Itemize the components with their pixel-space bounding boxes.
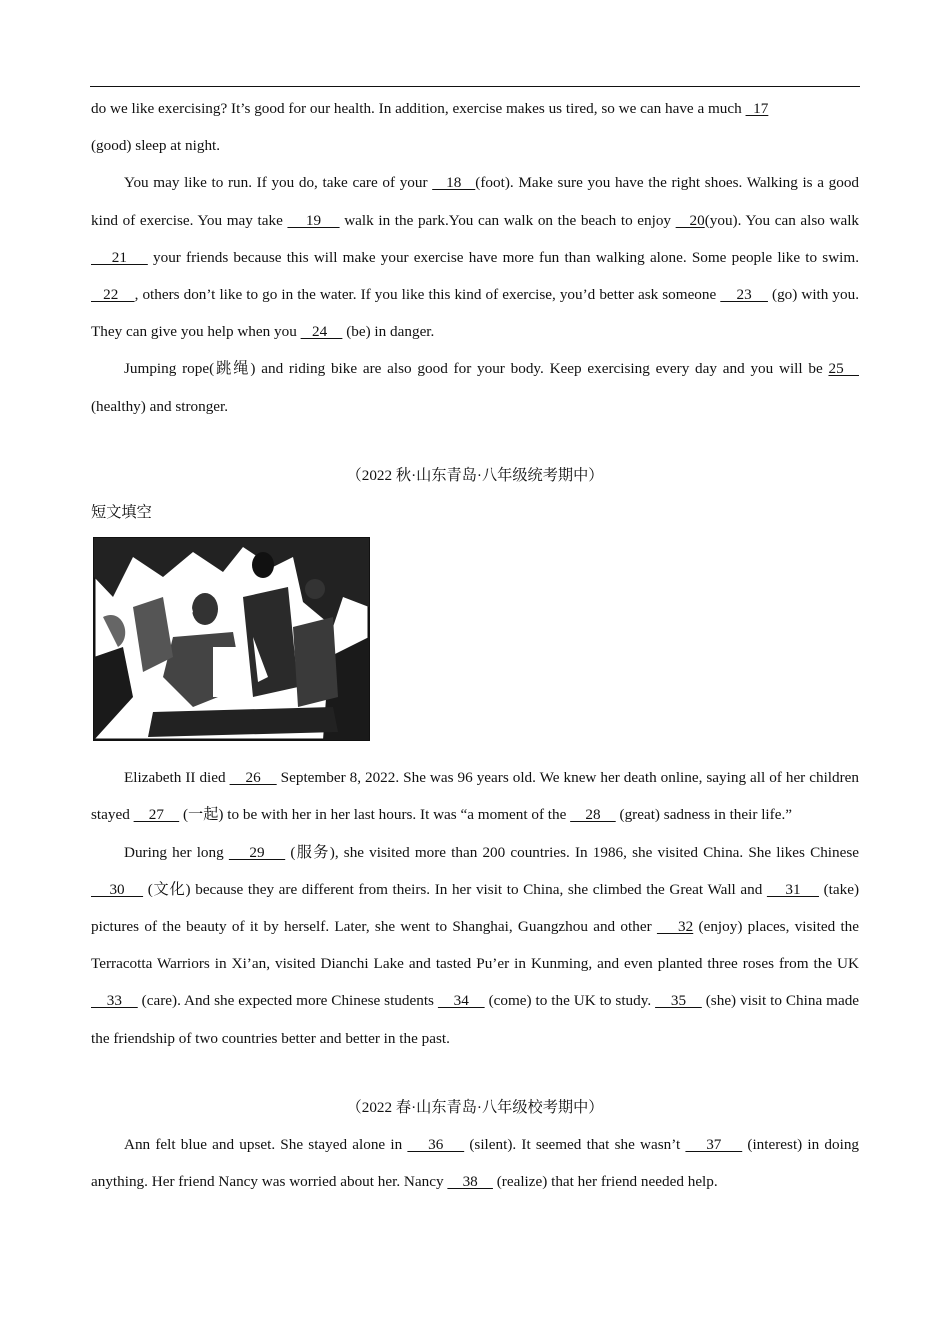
blank-17[interactable]: 17 <box>745 100 769 117</box>
blank-29[interactable]: 29 <box>228 843 286 861</box>
text: (come) to the UK to study. <box>484 992 656 1010</box>
blank-34[interactable]: 34 <box>437 992 485 1010</box>
blank-33[interactable]: 33 <box>91 992 138 1010</box>
text: your friends because this will make your exercise have more fun than walking alone. Some people like to swim. <box>147 248 860 266</box>
blank-30[interactable]: 30 <box>91 880 144 898</box>
text: (foot). Make sure you have the right shoes. Walking is a good kind of exercise. You may take <box>91 174 860 229</box>
blank-23[interactable]: 23 <box>720 286 768 304</box>
text: (healthy) and stronger. <box>91 397 229 415</box>
text: (great) sadness in their life.” <box>615 806 792 824</box>
blank-19[interactable]: 19 <box>287 211 340 229</box>
text: You may like to run. If you do, take care of your <box>124 174 433 192</box>
text: (care). And she expected more Chinese students <box>137 992 438 1010</box>
blank-32[interactable]: 32 <box>656 918 694 936</box>
text: (take) pictures of the beauty of it by herself. Later, she went to Shanghai, Guangzhou and other <box>91 880 860 936</box>
blank-24[interactable]: 24 <box>300 323 343 341</box>
blank-37[interactable]: 37 <box>685 1136 743 1154</box>
passage1-paragraph-2 <box>91 164 859 350</box>
text: (interest) in doing anything. Her friend Nancy was worried about her. Nancy <box>91 1136 860 1191</box>
passage1-paragraph-1 <box>91 90 859 164</box>
passage1-paragraph-3 <box>91 350 859 424</box>
text: do we like exercising? It’s good for our health. In addition, exercise makes us tired, so we can have a much <box>91 100 746 117</box>
text: During her long <box>124 843 229 861</box>
blank-35[interactable]: 35 <box>655 992 702 1010</box>
section2-paragraph-1 <box>91 759 859 833</box>
blank-26[interactable]: 26 <box>229 769 277 787</box>
section3-source: （2022 春·山东青岛·八年级校考期中） <box>346 1098 604 1116</box>
section2-paragraph-2 <box>91 834 859 1057</box>
blank-18[interactable]: 18 <box>432 174 476 192</box>
blank-38[interactable]: 38 <box>447 1173 493 1191</box>
text: (一起) to be with her in her last hours. It was “a moment of the <box>179 806 571 824</box>
section3-paragraph-1 <box>91 1126 859 1200</box>
text: Elizabeth II died <box>124 769 230 787</box>
blank-27[interactable]: 27 <box>133 806 180 824</box>
section2-source: （2022 秋·山东青岛·八年级统考期中） <box>346 466 604 484</box>
blank-36[interactable]: 36 <box>407 1136 465 1154</box>
text: (服务), she visited more than 200 countries. In 1986, she visited China. She likes Chinese <box>285 843 860 861</box>
blank-20[interactable]: 20 <box>675 211 705 229</box>
text: (she) visit to China made the friendship of two countries better and better in the past. <box>91 992 860 1047</box>
text: Jumping rope(跳绳) and riding bike are also good for your body. Keep exercising every day and you will be <box>124 360 829 378</box>
text: (enjoy) places, visited the Terracotta Warriors in Xi’an, visited Dianchi Lake and tasted Pu’er in Kunming, and even planted three roses from the UK <box>91 918 860 973</box>
text: (silent). It seemed that she wasn’t <box>464 1136 686 1154</box>
blank-31[interactable]: 31 <box>766 880 819 898</box>
text: Ann felt blue and upset. She stayed alone in <box>124 1136 408 1154</box>
text: (good) sleep at night. <box>91 137 221 155</box>
text: September 8, 2022. She was 96 years old. We knew her death online, saying all of her children stayed <box>91 769 859 824</box>
text: (be) in danger. <box>342 323 435 341</box>
header-rule <box>90 86 860 87</box>
text: walk in the park.You can walk on the beach to enjoy <box>339 211 676 229</box>
blank-25[interactable]: 25 <box>828 360 859 378</box>
blank-28[interactable]: 28 <box>570 806 616 824</box>
text: (go) with you. They can give you help when you <box>91 286 860 341</box>
blank-22[interactable]: 22 <box>91 286 135 304</box>
text: (文化) because they are different from theirs. In her visit to China, she climbed the Great Wall and <box>143 880 767 898</box>
document-page <box>91 90 859 1200</box>
text: , others don’t like to go in the water. If you like this kind of exercise, you’d better ask someone <box>134 286 721 304</box>
text: (realize) that her friend needed help. <box>492 1173 718 1191</box>
blank-21[interactable]: 21 <box>91 248 148 266</box>
section2-label: 短文填空 <box>91 504 152 522</box>
text: (you). You can also walk <box>704 211 860 229</box>
queen-photo-image <box>93 537 370 741</box>
